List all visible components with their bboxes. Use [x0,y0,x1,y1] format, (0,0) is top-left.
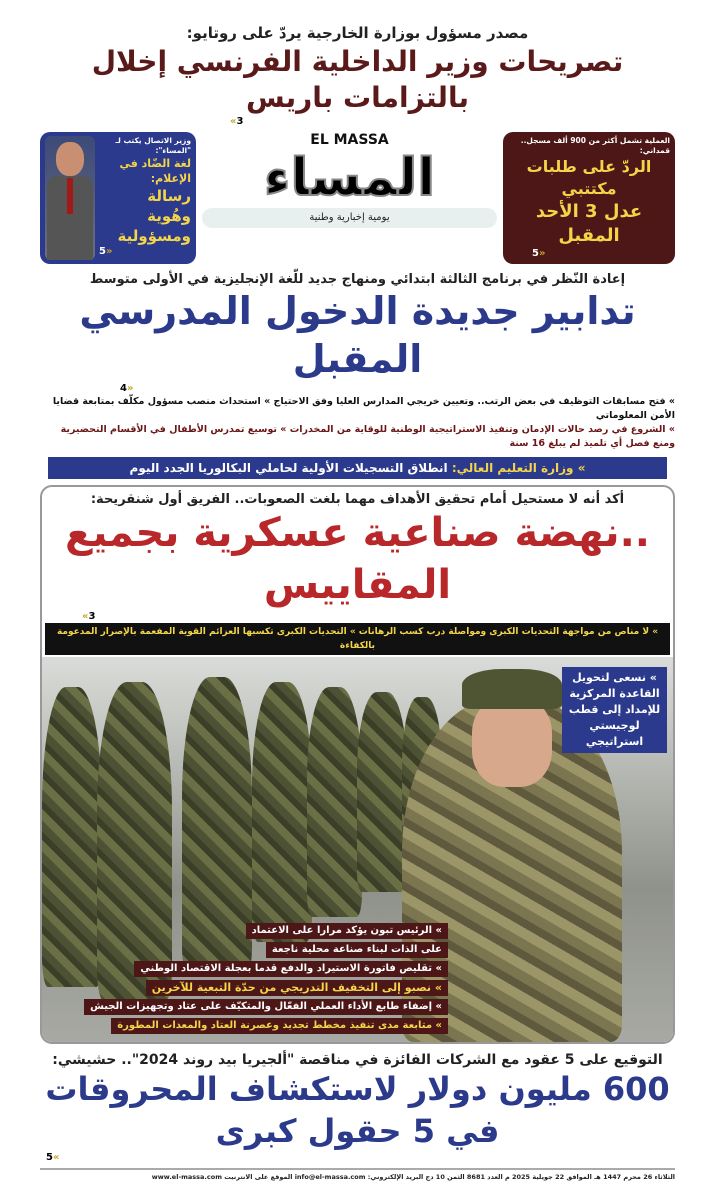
photo-point: » متابعة مدى تنفيذ مخطط تجديد وعصرنة العتاد والمعدات المطورة [111,1018,448,1034]
logo-arabic: المساء [263,148,436,208]
masthead-tagline: يومية إخبارية وطنية [202,208,497,228]
main-story-kicker: أكد أنه لا مستحيل أمام تحقيق الأهداف مهما بلغت الصعوبات.. الفريق أول شنقريحة: [90,492,625,507]
photo-points [48,923,448,1034]
page-ref: «3 [82,611,96,622]
school-story-kicker: إعادة النّظر في برنامج الثالثة ابتدائي ومنهاج جديد للّغة الإنجليزية في الأولى متوسط [89,272,626,287]
photo-point: على الذات لبناء صناعة محلية ناجعة [266,942,448,958]
page-ref: 4» [120,383,134,394]
main-story[interactable] [40,485,675,1044]
page-ref: 5« [46,1152,60,1163]
minister-photo [45,136,95,260]
left-box-line: ومسؤولية [117,227,191,245]
bar-label: » وزارة التعليم العالي: [451,461,586,475]
top-story-kicker: مصدر مسؤول بوزارة الخارجية يردّ على روتايو: [186,24,529,42]
right-box-kicker: العملية تشمل أكثر من 900 ألف مسجل.. قمداني: [520,136,670,155]
page-ref: «3 [230,116,244,127]
left-teaser-box[interactable] [40,132,196,264]
left-box-line: لغة الضّاد في الإعلام: [119,157,191,185]
masthead-logo[interactable] [202,132,497,264]
higher-education-bar[interactable] [48,457,667,479]
right-box-line: الردّ على طلبات مكتتبي [526,157,652,198]
logo-latin: EL MASSA [310,132,389,148]
left-box-line: رسالة وهُوية [147,187,191,225]
school-story-headline[interactable]: تدابير جديدة الدخول المدرسي المقبل [79,289,636,381]
top-story-headline[interactable]: تصريحات وزير الداخلية الفرنسي إخلال بالتزامات باريس [91,45,624,114]
photo-point: » نصبو إلى التخفيف التدريجي من حدّة التبعية للآخرين [146,980,448,996]
photo-point: » إضفاء طابع الأداء العملي الفعّال والمتكيّف على عتاد وتجهيزات الجيش [84,999,448,1015]
bottom-story-headline[interactable]: 600 مليون دولار لاستكشاف المحروقات في 5 حقول كبرى [45,1070,670,1150]
right-teaser-box[interactable] [503,132,675,264]
left-box-kicker: وزير الاتصال يكتب لـ "المساء": [115,136,191,155]
quote-box: » نسعى لتحويل القاعدة المركزية للإمداد إلى قطب لوجيستي استراتيجي [562,667,667,753]
footer-info: الثلاثاء 26 محرم 1447 هـ الموافق 22 جويلية 2025 م العدد 8681 الثمن 10 دج البريد الإلكتروني: info@el-massa.com الموقع على الانترنيت www.el-massa.com [151,1173,675,1181]
masthead [40,132,675,264]
photo-point: » تقليص فاتورة الاستيراد والدفع قدما بعجلة الاقتصاد الوطني [134,961,448,977]
page-ref: 5» [532,248,546,259]
photo-point: » الرئيس تبون يؤكد مرارا على الاعتماد [246,923,448,939]
school-bullet: » الشروع في رصد حالات الإدمان وتنفيذ الاستراتيجية الوطنية للوقاية من المخدرات » توسيع تمدرس الأطفال في الأقسام التحضيرية ومنع فصل أي تلميذ لم يبلغ 16 سنة [60,424,675,449]
bottom-story-kicker: التوقيع على 5 عقود مع الشركات الفائزة في مناقصة "ألجيريا بيد روند 2024".. حشيشي: [52,1052,663,1068]
main-story-headline[interactable]: ..نهضة صناعية عسكرية بجميع المقاييس [65,510,650,608]
bar-text: انطلاق التسجيلات الأولية لحاملي البكالوريا الجدد اليوم [129,461,452,475]
right-box-line: عدل 3 الأحد المقبل [535,201,643,246]
school-bullet: » فتح مسابقات التوظيف في بعض الرتب.. وتعيين خريجي المدارس العليا وفق الاحتياج » استحداث منصب مسؤول مكلّف بمتابعة قضايا الأمن المعلوماتي [52,396,675,421]
main-story-strip: » لا مناص من مواجهة التحديات الكبرى ومواصلة درب كسب الرهانات » التحديات الكبرى تكسبها العزائم القوية المفعمة بالإصرار المدعومة بالكفاءة [45,623,670,655]
footer-divider [40,1168,675,1170]
main-photo [42,657,673,1042]
page-ref: 5» [99,246,113,257]
